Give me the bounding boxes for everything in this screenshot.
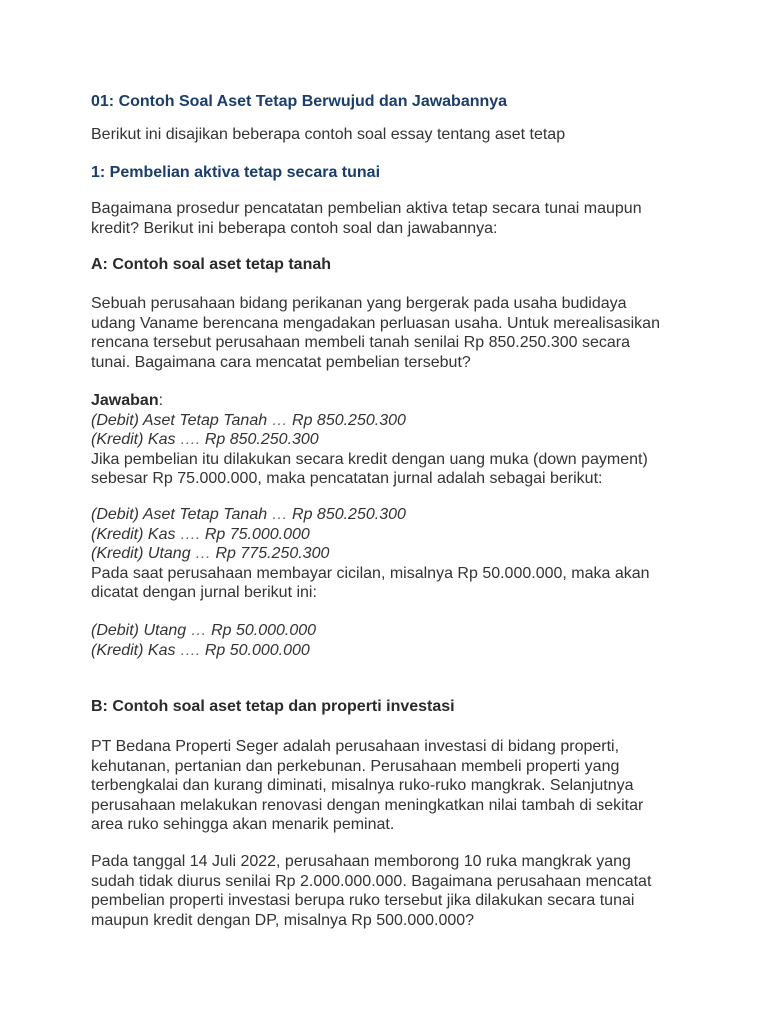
journal-entry (91, 430, 648, 450)
text-line: Pada saat perusahaan membayar cicilan, misalnya Rp 50.000.000, maka akan (91, 564, 650, 582)
intro-line: Berikut ini disajikan beberapa contoh soal essay tentang aset tetap (91, 126, 566, 143)
text-line: pembelian properti investasi berupa ruko tersebut jika dilakukan secara tunai (91, 892, 635, 909)
text-line: Jika pembelian itu dilakukan secara kredit dengan uang muka (down payment) (91, 450, 648, 468)
journal-separator: … (271, 411, 288, 429)
answer-block (91, 391, 648, 489)
journal-separator: … (195, 545, 212, 562)
journal-entry (91, 641, 316, 661)
section-b-paragraph-2 (91, 852, 651, 930)
journal-amount: Rp 850.250.300 (292, 506, 406, 523)
journal-account: (Debit) Aset Tetap Tanah (91, 411, 268, 429)
journal-account: (Kredit) Utang (91, 545, 191, 562)
text-line: PT Bedana Properti Seger adalah perusahaan investasi di bidang properti, (91, 738, 620, 755)
journal-amount: Rp 50.000.000 (204, 641, 310, 659)
intro-text (91, 125, 565, 145)
text-line: dicatat dengan jurnal berikut ini: (91, 584, 317, 601)
journal-account: (Debit) Aset Tetap Tanah (91, 506, 268, 523)
journal-block-2 (91, 505, 650, 603)
journal-account: (Debit) Utang (91, 622, 187, 639)
section-a-heading: A: Contoh soal aset tetap tanah (91, 256, 332, 273)
journal-separator: … (190, 622, 207, 639)
journal-separator: …. (179, 525, 201, 543)
section-1-paragraph (91, 199, 642, 238)
section-b-heading: B: Contoh soal aset tetap dan properti investasi (91, 698, 455, 715)
text-line: maupun kredit dengan DP, misalnya Rp 500.000.000? (91, 911, 475, 929)
journal-separator: … (271, 506, 288, 523)
journal-entry (91, 505, 650, 525)
answer-label: Jawaban (91, 392, 159, 409)
text-line: kehutanan, pertanian dan perkebunan. Perusahaan membeli properti yang (91, 757, 620, 775)
answer-colon: : (158, 392, 164, 409)
journal-entry (91, 621, 316, 641)
journal-block-3 (91, 621, 316, 660)
text-line: Pada tanggal 14 Juli 2022, perusahaan memborong 10 ruka mangkrak yang (91, 853, 631, 870)
journal-entry (91, 544, 650, 564)
journal-amount: Rp 75.000.000 (204, 525, 310, 543)
answer-label-line (91, 391, 648, 411)
section-1-heading: 1: Pembelian aktiva tetap secara tunai (91, 164, 381, 181)
text-line: kredit? Berikut ini beberapa contoh soal dan jawabannya: (91, 219, 498, 237)
journal-amount: Rp 775.250.300 (215, 545, 330, 562)
text-line: perusahaan melakukan renovasi dengan meningkatkan nilai tambah di sekitar (91, 796, 644, 814)
text-line: Bagaimana prosedur pencatatan pembelian aktiva tetap secara tunai maupun (91, 200, 642, 217)
text-line: terbengkalai dan kurang diminati, misalnya ruko-ruko mangkrak. Selanjutnya (91, 777, 634, 794)
journal-amount: Rp 850.250.300 (204, 431, 319, 448)
text-line: Sebuah perusahaan bidang perikanan yang bergerak pada usaha budidaya (91, 295, 627, 312)
journal-amount: Rp 850.250.300 (292, 411, 406, 429)
text-line: udang Vaname berencana mengadakan perluasan usaha. Untuk merealisasikan (91, 314, 660, 332)
journal-amount: Rp 50.000.000 (211, 622, 317, 639)
journal-separator: …. (179, 431, 201, 448)
text-line: area ruko sehingga akan menarik peminat. (91, 816, 395, 833)
section-b-paragraph-1 (91, 737, 643, 835)
section-a-paragraph (91, 294, 660, 372)
text-line: tunai. Bagaimana cara mencatat pembelian tersebut? (91, 353, 471, 371)
text-line: sudah tidak diurus senilai Rp 2.000.000.000. Bagaimana perusahaan mencatat (91, 872, 652, 890)
journal-entry (91, 411, 648, 431)
text-line: rencana tersebut perusahaan membeli tanah senilai Rp 850.250.300 secara (91, 334, 631, 351)
page-title: 01: Contoh Soal Aset Tetap Berwujud dan Jawabannya (91, 93, 508, 110)
journal-account: (Kredit) Kas (91, 525, 176, 543)
journal-account: (Kredit) Kas (91, 641, 176, 659)
journal-separator: …. (179, 641, 201, 659)
text-line: sebesar Rp 75.000.000, maka pencatatan jurnal adalah sebagai berikut: (91, 470, 603, 487)
journal-account: (Kredit) Kas (91, 431, 176, 448)
journal-entry (91, 525, 650, 545)
